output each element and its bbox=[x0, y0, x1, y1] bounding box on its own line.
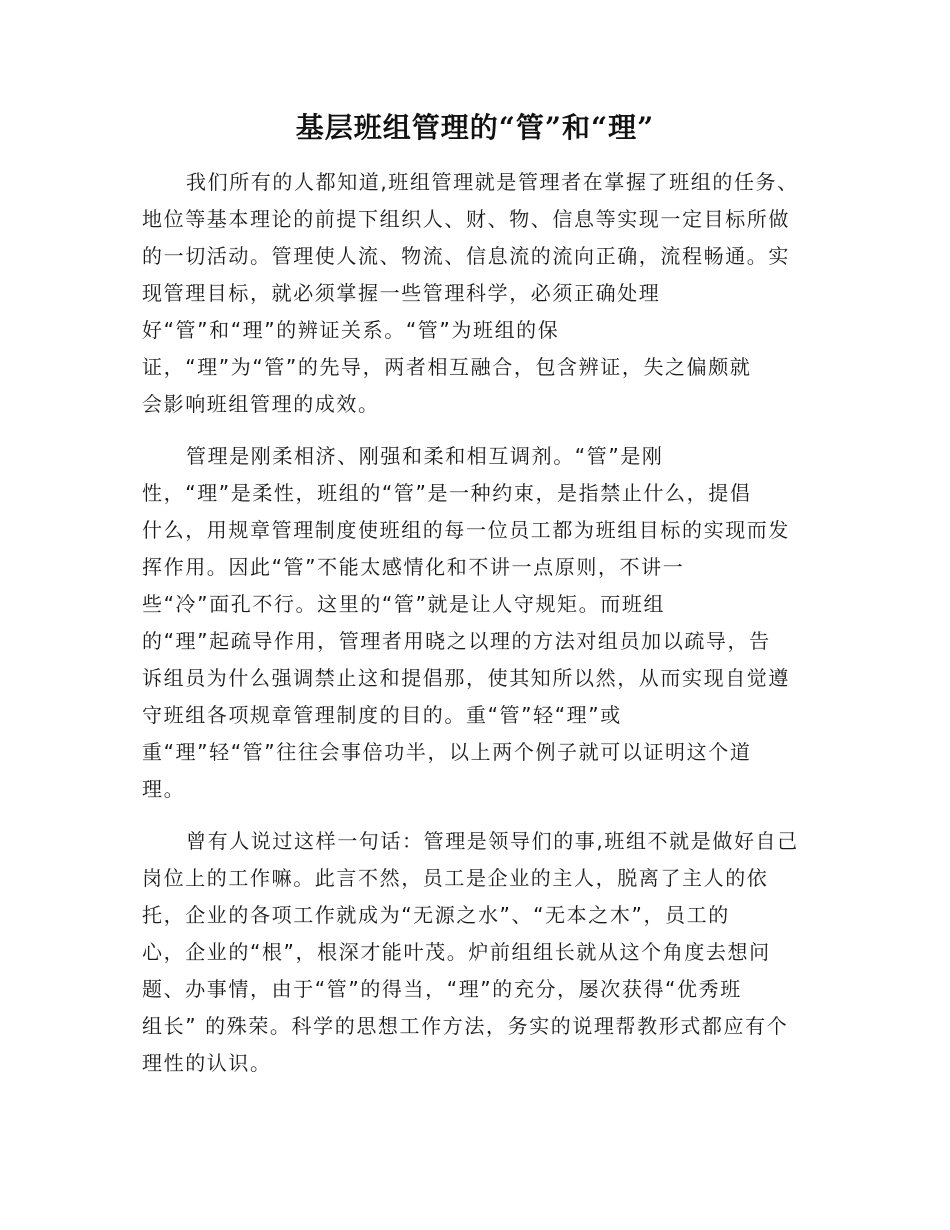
text-line: 曾有人说过这样一句话：管理是领导们的事,班组不就是做好自己 bbox=[186, 829, 799, 853]
text-line: 的一切活动。管理使人流、物流、信息流的流向正确，流程畅通。实 bbox=[142, 244, 790, 268]
text-line: 守班组各项规章管理制度的目的。重“管”轻“理”或 bbox=[142, 703, 622, 727]
text-line: 的“理”起疏导作用，管理者用晓之以理的方法对组员加以疏导，告 bbox=[142, 629, 771, 653]
text-line: 理。 bbox=[142, 777, 186, 801]
text-line: 现管理目标，就必须掌握一些管理科学，必须正确处理 bbox=[142, 281, 661, 305]
paragraph-2 bbox=[142, 438, 810, 808]
text-line: 地位等基本理论的前提下组织人、财、物、信息等实现一定目标所做 bbox=[142, 207, 790, 231]
paragraph-3 bbox=[142, 823, 810, 1082]
text-line: 组长” 的殊荣。科学的思想工作方法，务实的说理帮教形式都应有个 bbox=[142, 1014, 789, 1038]
text-line: 心，企业的“根”，根深才能叶茂。炉前组组长就从这个角度去想问 bbox=[142, 940, 771, 964]
text-line: 托，企业的各项工作就成为“无源之水”、“无本之木”，员工的 bbox=[142, 903, 730, 927]
text-line: 会影响班组管理的成效。 bbox=[142, 392, 380, 416]
text-line: 诉组员为什么强调禁止这和提倡那，使其知所以然，从而实现自觉遵 bbox=[142, 666, 790, 690]
paragraph-1 bbox=[142, 164, 810, 423]
text-line: 题、办事情，由于“管”的得当，“理”的充分，屡次获得“优秀班 bbox=[142, 977, 742, 1001]
text-line: 性，“理”是柔性，班组的“管”是一种约束，是指禁止什么，提倡 bbox=[142, 481, 752, 505]
text-line: 些“冷”面孔不行。这里的“管”就是让人守规矩。而班组 bbox=[142, 592, 666, 616]
text-line: 我们所有的人都知道,班组管理就是管理者在掌握了班组的任务、 bbox=[186, 170, 799, 194]
text-line: 岗位上的工作嘛。此言不然，员工是企业的主人，脱离了主人的依 bbox=[142, 866, 769, 890]
text-line: 理性的认识。 bbox=[142, 1051, 272, 1075]
text-line: 重“理”轻“管”往往会事倍功半，以上两个例子就可以证明这个道 bbox=[142, 740, 752, 764]
text-line: 管理是刚柔相济、刚强和柔和相互调剂。“管”是刚 bbox=[186, 444, 664, 468]
document-title: 基层班组管理的“管”和“理” bbox=[295, 111, 655, 144]
text-line: 好“管”和“理”的辨证关系。“管”为班组的保 bbox=[142, 318, 560, 342]
text-line: 挥作用。因此“管”不能太感情化和不讲一点原则，不讲一 bbox=[142, 555, 685, 579]
text-line: 证，“理”为“管”的先导，两者相互融合，包含辨证，失之偏颇就 bbox=[142, 355, 752, 379]
text-line: 什么，用规章管理制度使班组的每一位员工都为班组目标的实现而发 bbox=[142, 518, 790, 542]
